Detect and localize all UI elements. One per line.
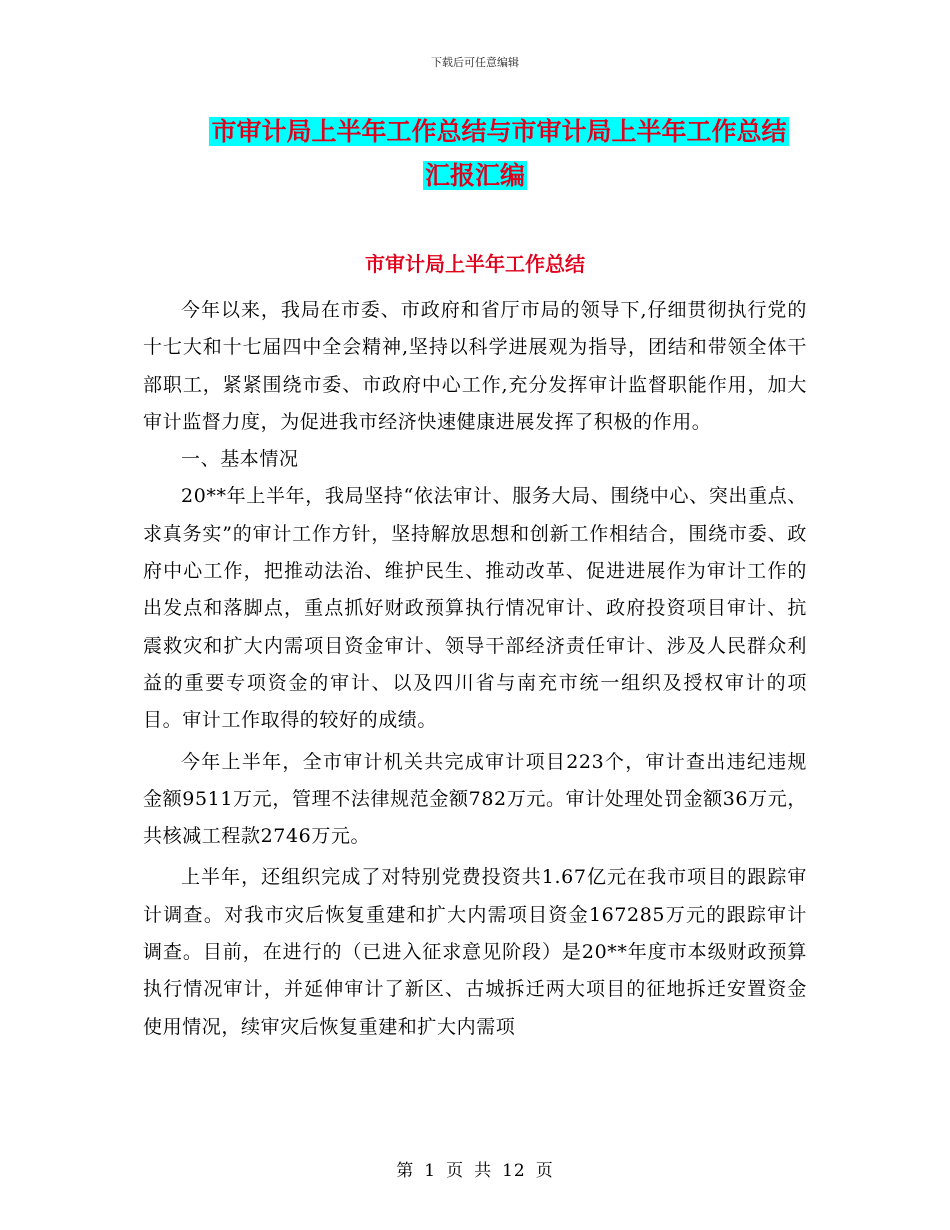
footer-label-page: 第 — [396, 1161, 415, 1181]
paragraph-tracking: 上半年，还组织完成了对特别党费投资共1.67亿元在我市项目的跟踪审计调查。对我市灾后恢复重建和扩大内需项目资金167285万元的跟踪审计调查。目前，在进行的（已进入征求意见阶段）是20**年度市本级财政预算执行情况审计，并延伸审计了新区、古城拆迁两大项目的征地拆迁安置资金使用情况，续审灾后恢复重建和扩大内需项 — [143, 866, 807, 1038]
title-highlight-1: 市审计局上半年工作总结与市审计局上半年工作总结 — [211, 117, 787, 146]
paragraph-statistics: 今年上半年，全市审计机关共完成审计项目223个，审计查出违纪违规金额9511万元，管理不法律规范金额782万元。审计处理处罚金额36万元，共核减工程款2746万元。 — [143, 750, 807, 848]
footer-label-unit: 页 — [446, 1161, 465, 1181]
header-note: 下载后可任意编辑 — [431, 56, 519, 69]
footer-total-pages: 12 — [502, 1161, 526, 1181]
page-footer — [0, 1156, 950, 1181]
footer-label-total: 共 — [474, 1161, 493, 1181]
paragraph-heading-basic: 一、基本情况 — [181, 448, 299, 471]
footer-page-number: 1 — [424, 1161, 437, 1181]
document-title-line1 — [48, 110, 950, 154]
section-title: 市审计局上半年工作总结 — [365, 252, 585, 276]
footer-label-unit2: 页 — [535, 1161, 554, 1181]
document-title — [0, 110, 950, 198]
paragraph-intro: 今年以来，我局在市委、市政府和省厅市局的领导下,仔细贯彻执行党的十七大和十七届四中全会精神,坚持以科学进展观为指导，团结和带领全体干部职工，紧紧围绕市委、市政府中心工作,充分发挥审计监督职能作用，加大审计监督力度，为促进我市经济快速健康进展发挥了积极的作用。 — [143, 299, 807, 433]
document-body — [143, 292, 807, 1046]
title-highlight-2: 汇报汇编 — [424, 161, 525, 190]
document-title-line2 — [0, 154, 950, 198]
paragraph-policy: 20**年上半年，我局坚持“依法审计、服务大局、围绕中心、突出重点、求真务实”的审计工作方针，坚持解放思想和创新工作相结合，围绕市委、政府中心工作，把推动法治、维护民生、推动改革、促进进展作为审计工作的出发点和落脚点，重点抓好财政预算执行情况审计、政府投资项目审计、抗震救灾和扩大内需项目资金审计、领导干部经济责任审计、涉及人民群众利益的重要专项资金的审计、以及四川省与南充市统一组织及授权审计的项目。审计工作取得的较好的成绩。 — [143, 485, 807, 732]
